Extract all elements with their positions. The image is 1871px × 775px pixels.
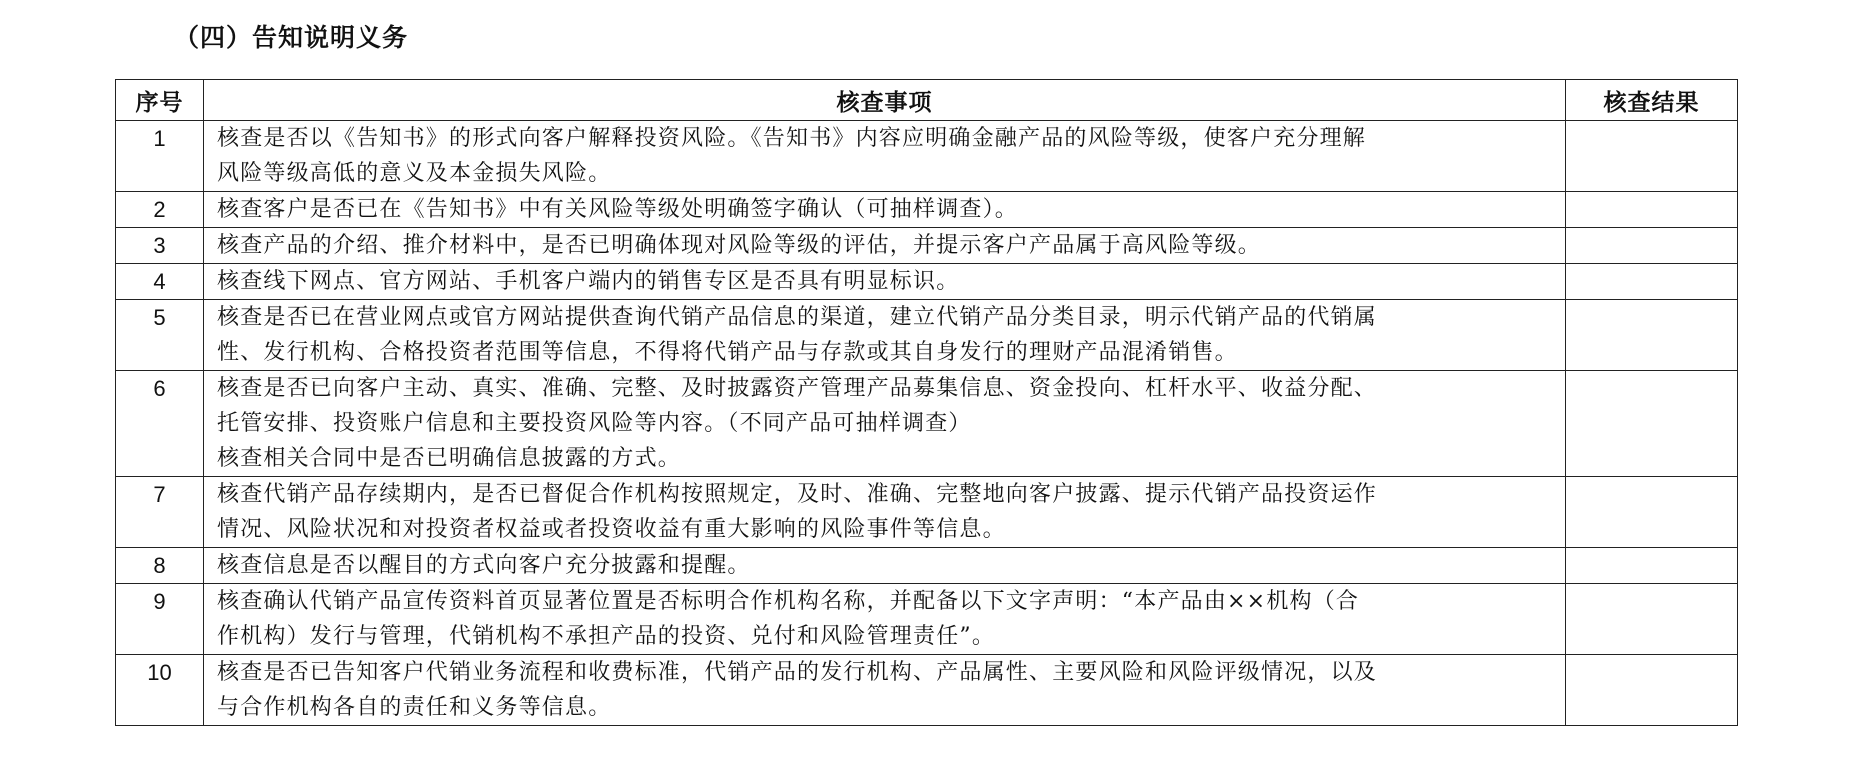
header-item: 核查事项 xyxy=(204,80,1566,121)
row-index: 10 xyxy=(116,655,204,726)
row-item-text: 核查是否已告知客户代销业务流程和收费标准，代销产品的发行机构、产品属性、主要风险和风险评级情况，以及 与合作机构各自的责任和义务等信息。 xyxy=(217,660,1378,720)
checklist-table xyxy=(115,79,1738,726)
row-index: 4 xyxy=(116,264,204,300)
table-header-row xyxy=(116,80,1738,121)
row-result xyxy=(1566,548,1738,584)
row-index: 1 xyxy=(116,121,204,192)
row-item-text: 核查是否已在营业网点或官方网站提供查询代销产品信息的渠道，建立代销产品分类目录，明示代销产品的代销属 性、发行机构、合格投资者范围等信息，不得将代销产品与存款或其自身发行的理财产品混淆销售。 xyxy=(217,305,1378,365)
row-item xyxy=(204,300,1566,371)
table-row xyxy=(116,371,1738,477)
section-title: （四）告知说明义务 xyxy=(174,23,409,52)
row-item xyxy=(204,121,1566,192)
row-item xyxy=(204,584,1566,655)
row-item-text: 核查确认代销产品宣传资料首页显著位置是否标明合作机构名称，并配备以下文字声明：“本产品由××机构（合 作机构）发行与管理，代销机构不承担产品的投资、兑付和风险管理责任”。 xyxy=(217,589,1360,649)
header-result: 核查结果 xyxy=(1566,80,1738,121)
row-item-text: 核查客户是否已在《告知书》中有关风险等级处明确签字确认（可抽样调查）。 xyxy=(217,197,1019,222)
row-result xyxy=(1566,477,1738,548)
row-result xyxy=(1566,371,1738,477)
row-item-text: 核查信息是否以醒目的方式向客户充分披露和提醒。 xyxy=(217,553,751,578)
row-item-text: 核查线下网点、官方网站、手机客户端内的销售专区是否具有明显标识。 xyxy=(217,269,960,294)
row-result xyxy=(1566,264,1738,300)
table-row xyxy=(116,300,1738,371)
row-item xyxy=(204,548,1566,584)
table-row xyxy=(116,584,1738,655)
row-index: 3 xyxy=(116,228,204,264)
row-index: 7 xyxy=(116,477,204,548)
header-index: 序号 xyxy=(116,80,204,121)
row-item xyxy=(204,477,1566,548)
row-item-text: 核查产品的介绍、推介材料中，是否已明确体现对风险等级的评估，并提示客户产品属于高风险等级。 xyxy=(217,233,1262,258)
row-index: 8 xyxy=(116,548,204,584)
row-item-text: 核查是否以《告知书》的形式向客户解释投资风险。《告知书》内容应明确金融产品的风险等级，使客户充分理解 风险等级高低的意义及本金损失风险。 xyxy=(217,126,1367,186)
row-item xyxy=(204,264,1566,300)
row-result xyxy=(1566,655,1738,726)
row-result xyxy=(1566,192,1738,228)
table-row xyxy=(116,192,1738,228)
row-item-text: 核查是否已向客户主动、真实、准确、完整、及时披露资产管理产品募集信息、资金投向、杠杆水平、收益分配、 托管安排、投资账户信息和主要投资风险等内容。（不同产品可抽样调查） 核查相关合同中是否已明确信息披露的方式。 xyxy=(217,376,1378,471)
table-row xyxy=(116,655,1738,726)
row-result xyxy=(1566,300,1738,371)
row-index: 6 xyxy=(116,371,204,477)
row-result xyxy=(1566,584,1738,655)
row-index: 5 xyxy=(116,300,204,371)
table-row xyxy=(116,228,1738,264)
row-item xyxy=(204,655,1566,726)
table-row xyxy=(116,264,1738,300)
row-result xyxy=(1566,228,1738,264)
table-row xyxy=(116,548,1738,584)
row-item xyxy=(204,228,1566,264)
row-item xyxy=(204,371,1566,477)
table-row xyxy=(116,121,1738,192)
row-index: 9 xyxy=(116,584,204,655)
table-row xyxy=(116,477,1738,548)
row-result xyxy=(1566,121,1738,192)
row-index: 2 xyxy=(116,192,204,228)
row-item-text: 核查代销产品存续期内，是否已督促合作机构按照规定，及时、准确、完整地向客户披露、提示代销产品投资运作 情况、风险状况和对投资者权益或者投资收益有重大影响的风险事件等信息。 xyxy=(217,482,1378,542)
row-item xyxy=(204,192,1566,228)
